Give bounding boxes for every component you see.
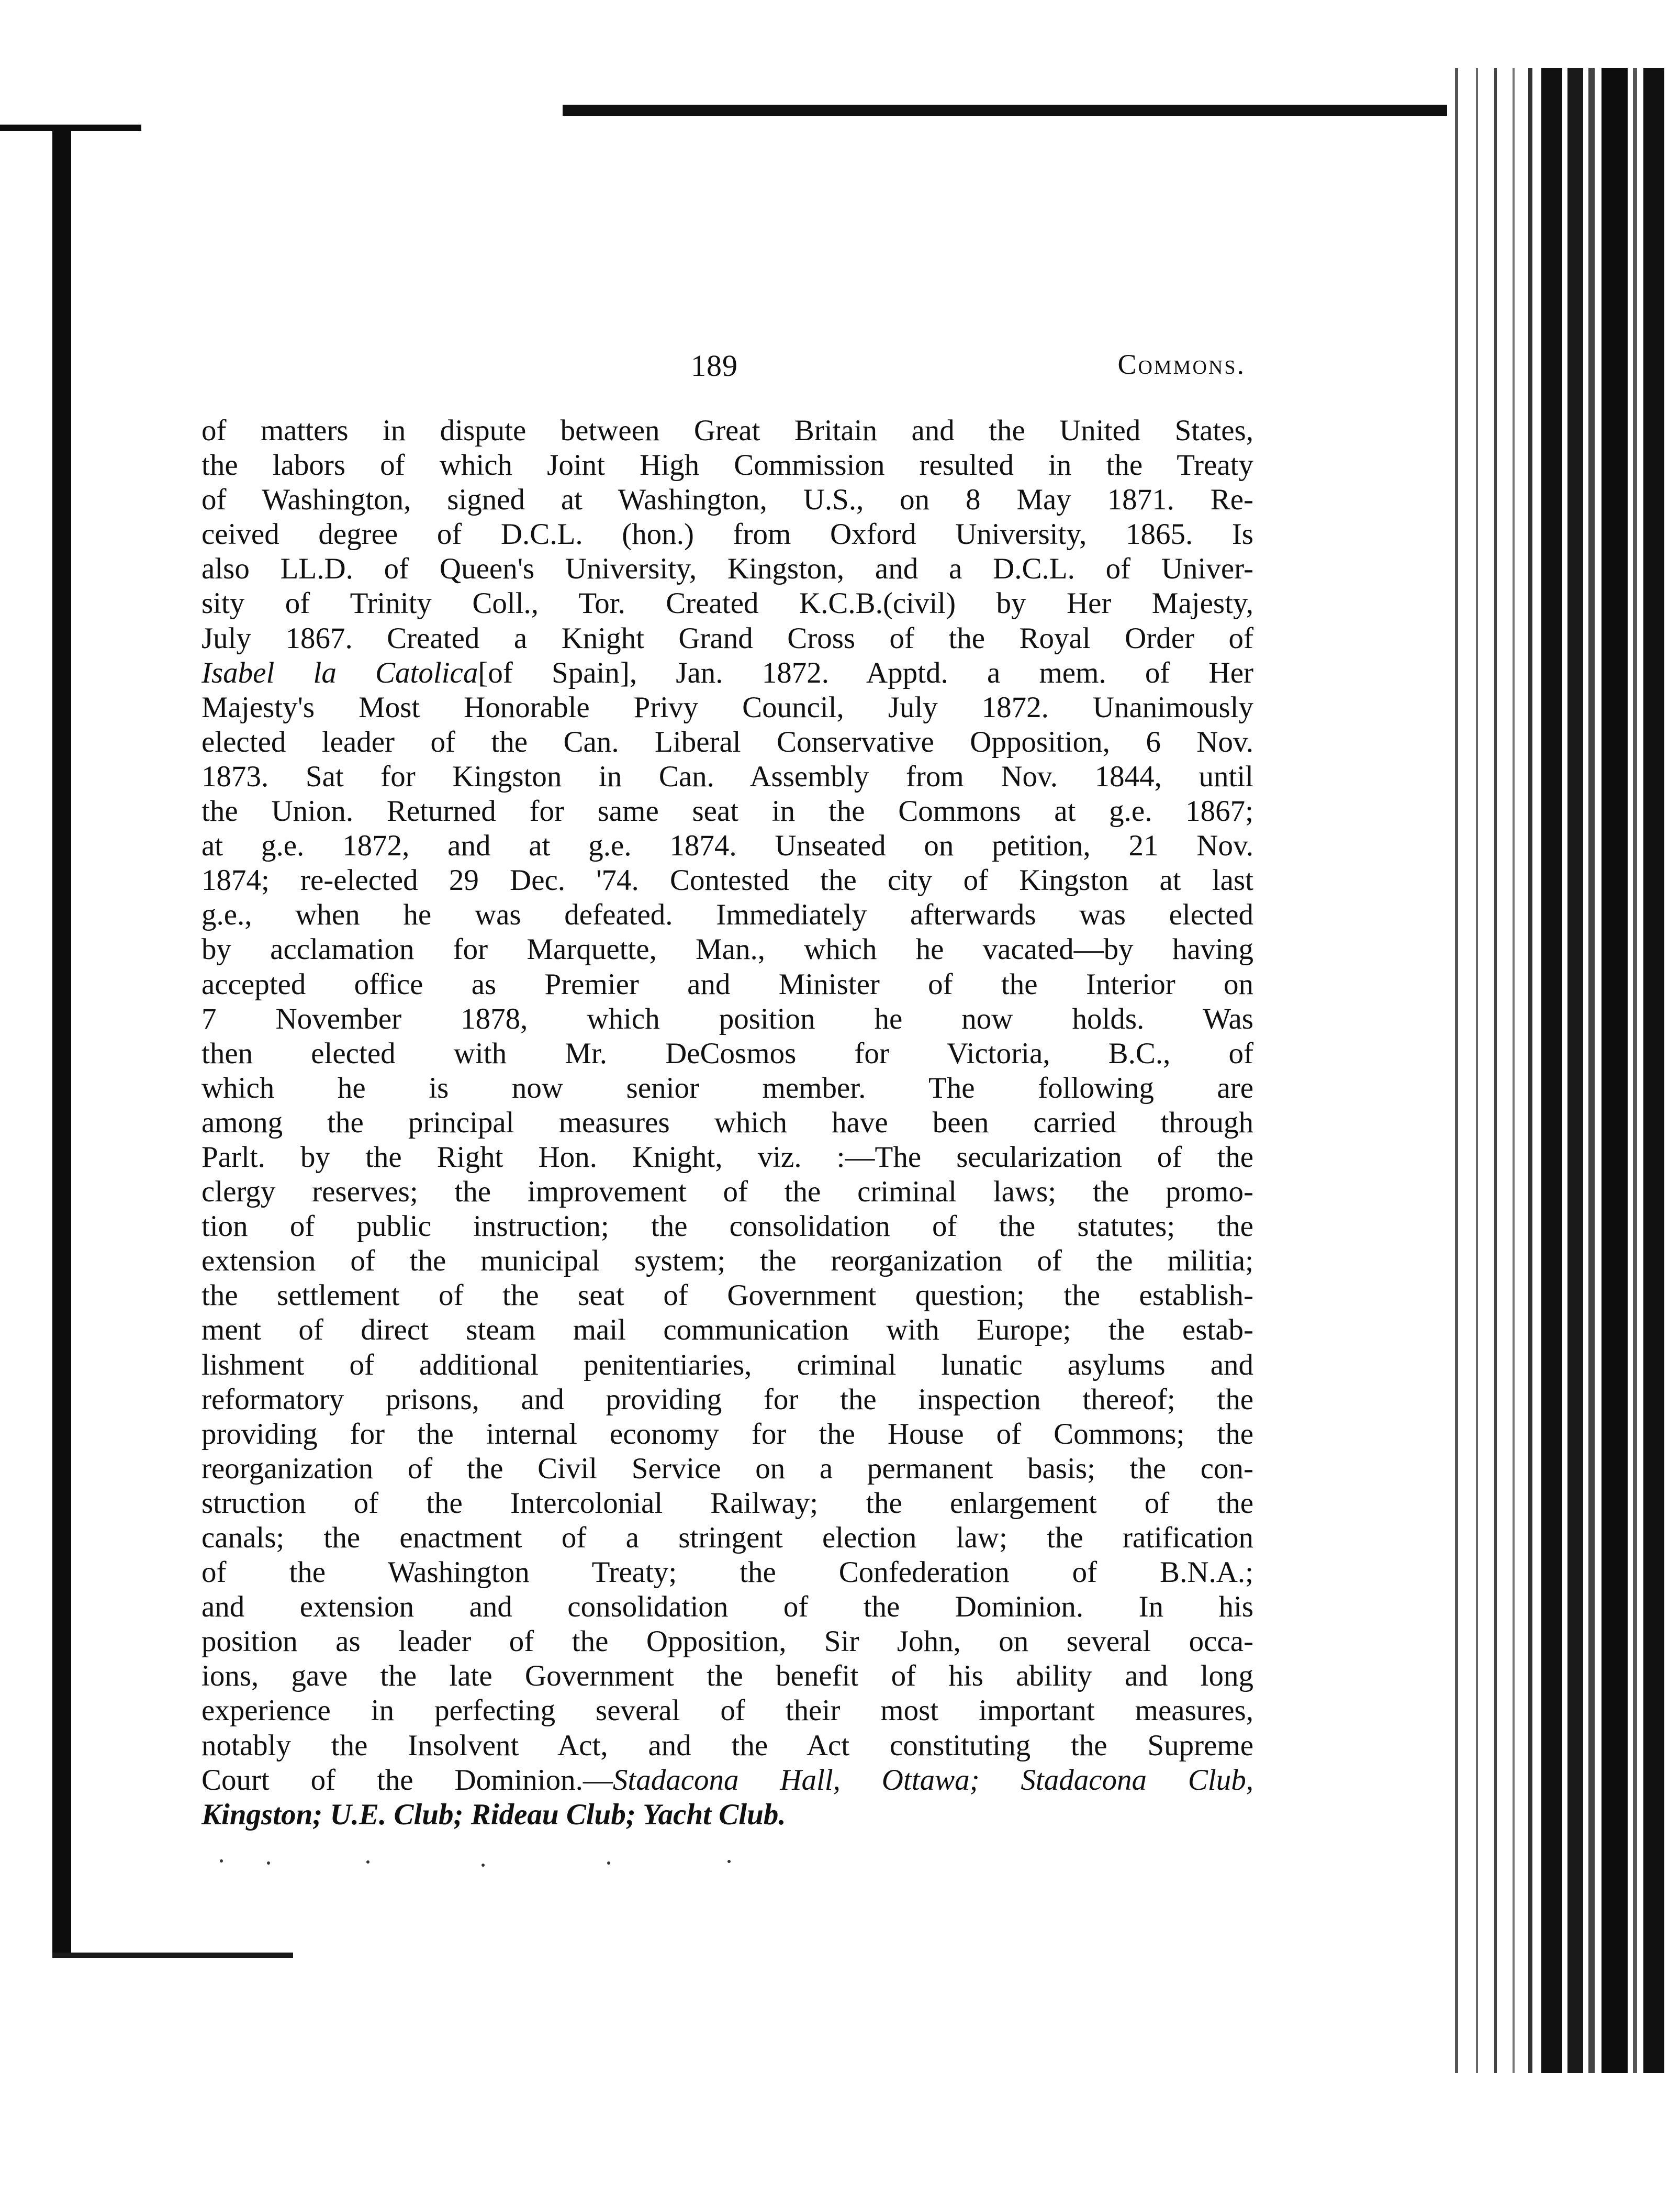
text-line: by acclamation for Marquette, Man., which he vacated—by having <box>201 933 1253 966</box>
text-line: the settlement of the seat of Government question; the establish- <box>201 1279 1253 1312</box>
text-line-tail: of Spain], Jan. 1872. Apptd. a mem. of Her <box>488 656 1253 689</box>
page-header <box>209 348 1256 395</box>
bracket-open: [ <box>478 656 488 689</box>
text-line: sity of Trinity Coll., Tor. Created K.C.B.(civil) by Her Majesty, <box>201 587 1253 620</box>
scan-border-bottom-left <box>52 1953 293 1958</box>
text-line: of matters in dispute between Great Britain and the United States, <box>201 414 1253 447</box>
text-line: position as leader of the Opposition, Sir John, on several occa- <box>201 1625 1253 1658</box>
text-line: which he is now senior member. The following are <box>201 1071 1253 1105</box>
text-line: 1874; re-elected 29 Dec. '74. Contested the city of Kingston at last <box>201 864 1253 897</box>
text-line: struction of the Intercolonial Railway; the enlargement of the <box>201 1486 1253 1520</box>
text-line: Parlt. by the Right Hon. Knight, viz. :—The secularization of the <box>201 1140 1253 1174</box>
book-spine-edge <box>1455 68 1675 2073</box>
text-line: tion of public instruction; the consolidation of the statutes; the <box>201 1210 1253 1243</box>
text-line: ions, gave the late Government the benefit of his ability and long <box>201 1659 1253 1693</box>
scan-border-top <box>563 105 1447 116</box>
text-line: at g.e. 1872, and at g.e. 1874. Unseated on petition, 21 Nov. <box>201 829 1253 863</box>
scan-border-left <box>52 126 71 1958</box>
text-line: of the Washington Treaty; the Confederation of B.N.A.; <box>201 1556 1253 1589</box>
page-number: 189 <box>691 349 738 383</box>
text-line: the labors of which Joint High Commission resulted in the Treaty <box>201 449 1253 482</box>
order-name-italic: Isabel la Catolica <box>201 656 478 689</box>
text-line: of Washington, signed at Washington, U.S., on 8 May 1871. Re- <box>201 483 1253 517</box>
text-line: among the principal measures which have been carried through <box>201 1106 1253 1139</box>
text-line: extension of the municipal system; the reorganization of the militia; <box>201 1244 1253 1278</box>
text-line-head: Court of the Dominion.— <box>201 1763 613 1797</box>
text-line: experience in perfecting several of their most important measures, <box>201 1694 1253 1727</box>
text-line: reformatory prisons, and providing for the inspection thereof; the <box>201 1382 1253 1416</box>
text-line: ment of direct steam mail communication with Europe; the estab- <box>201 1313 1253 1347</box>
running-head: Commons. <box>1117 349 1246 380</box>
text-line: Majesty's Most Honorable Privy Council, July 1872. Unanimously <box>201 690 1253 724</box>
biography-text <box>201 414 1253 1832</box>
text-line: notably the Insolvent Act, and the Act constituting the Supreme <box>201 1729 1253 1762</box>
text-line-clubs <box>201 1798 1253 1832</box>
text-line: clergy reserves; the improvement of the criminal laws; the promo- <box>201 1175 1253 1209</box>
text-line: 1873. Sat for Kingston in Can. Assembly from Nov. 1844, until <box>201 760 1253 793</box>
text-line: then elected with Mr. DeCosmos for Victoria, B.C., of <box>201 1036 1253 1070</box>
scan-specks <box>209 1858 1256 1869</box>
text-line: and extension and consolidation of the Dominion. In his <box>201 1590 1253 1624</box>
clubs-bold-italic: Kingston; U.E. Club; Rideau Club; Yacht Club. <box>201 1798 786 1831</box>
text-line: lishment of additional penitentiaries, criminal lunatic asylums and <box>201 1348 1253 1381</box>
text-line: the Union. Returned for same seat in the Commons at g.e. 1867; <box>201 795 1253 828</box>
text-line: also LL.D. of Queen's University, Kingston, and a D.C.L. of Univer- <box>201 552 1253 586</box>
text-line-address <box>201 1763 1253 1798</box>
text-line: g.e., when he was defeated. Immediately afterwards was elected <box>201 898 1253 932</box>
text-line: 7 November 1878, which position he now holds. Was <box>201 1002 1253 1035</box>
text-line-isabel <box>201 656 1253 690</box>
text-line: reorganization of the Civil Service on a permanent basis; the con- <box>201 1452 1253 1485</box>
text-line: accepted office as Premier and Minister of the Interior on <box>201 967 1253 1001</box>
text-line: elected leader of the Can. Liberal Conservative Opposition, 6 Nov. <box>201 725 1253 759</box>
residence-italic: Stadacona Hall, Ottawa; Stadacona Club, <box>612 1763 1253 1797</box>
text-line: July 1867. Created a Knight Grand Cross of the Royal Order of <box>201 621 1253 655</box>
text-line: ceived degree of D.C.L. (hon.) from Oxford University, 1865. Is <box>201 518 1253 551</box>
text-line: canals; the enactment of a stringent election law; the ratification <box>201 1521 1253 1554</box>
text-line: providing for the internal economy for the House of Commons; the <box>201 1417 1253 1451</box>
